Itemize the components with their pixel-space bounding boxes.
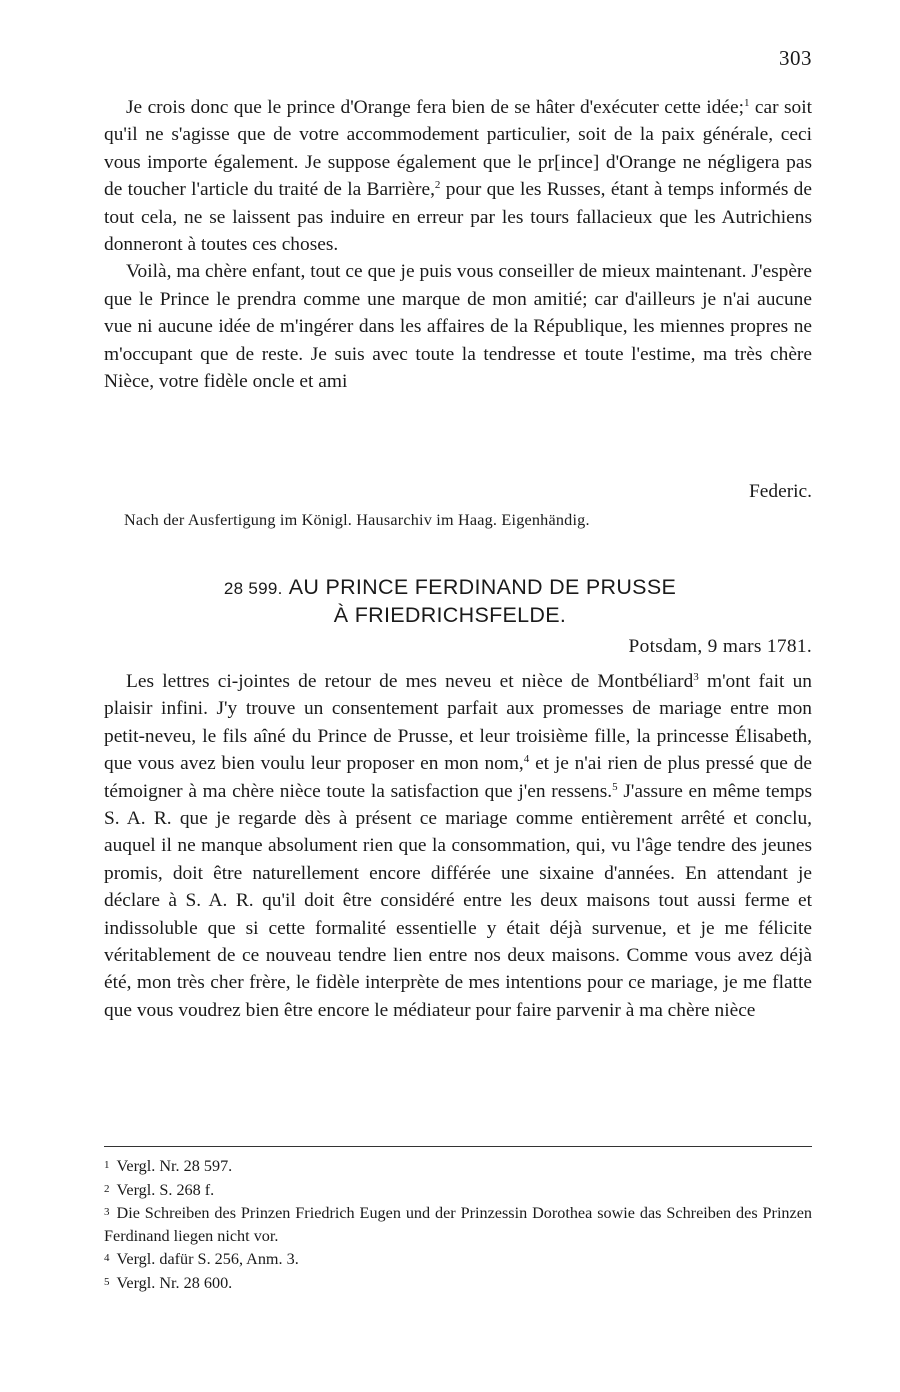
footnote <box>104 1247 812 1271</box>
footnote-ref: 1 <box>743 97 750 109</box>
footnote-mark: 3 <box>104 1206 110 1218</box>
footnote-ref: 3 <box>693 671 699 683</box>
footnote-ref: 2 <box>434 179 441 192</box>
text-run: Les lettres ci-jointes de retour de mes neveu et nièce de Montbéliard <box>126 671 694 692</box>
source-note: Nach der Ausfertigung im Königl. Hausarchiv im Haag. Eigenhändig. <box>124 511 590 529</box>
footnote <box>104 1154 812 1178</box>
letter-1-body <box>104 94 812 395</box>
paragraph <box>104 668 812 1024</box>
paragraph <box>104 258 812 395</box>
letter-heading <box>0 574 900 629</box>
footnotes <box>104 1154 812 1294</box>
footnote-mark: 4 <box>104 1252 110 1264</box>
dateline: Potsdam, 9 mars 1781. <box>628 636 812 657</box>
footnote-mark: 5 <box>104 1275 110 1288</box>
heading-line-1 <box>0 574 900 602</box>
text-run: m'ont fait un plaisir infini. J'y trouve un consentement parfait aux promesses de mariage entre mon petit-neveu, le fils aîné du Prince de Prusse, et leur troisième fille, la princesse Élisabeth, que vous avez bien voulu leur proposer en mon nom, <box>104 671 812 775</box>
text-run: et je n'ai rien de plus pressé que de témoigner à ma chère nièce toute la satisfaction que j'en ressens. <box>104 753 812 802</box>
signature: Federic. <box>749 481 812 502</box>
footnote-mark: 1 <box>104 1159 110 1171</box>
text-run: Voilà, ma chère enfant, tout ce que je puis vous conseiller de mieux maintenant. J'espère que le Prince le prendra comme une marque de mon amitié; car d'ailleurs je n'ai aucune vue ni aucune idée de m'ingérer dans les affaires de la République, les miennes propres ne m'occupant que de reste. Je suis avec toute la tendresse et toute l'estime, ma très chère Nièce, votre fidèle oncle et ami <box>104 261 812 393</box>
text-run: J'assure en même temps S. A. R. que je regarde dès à présent ce mariage comme entièrement arrêté et conclu, auquel il ne manque absolument rien que la consommation, qui, vu l'âge tendre des jeunes promis, doit être naturellement encore différée une sixaine d'années. En attendant je déclare à S. A. R. qu'il doit être considéré entre les deux maisons tout aussi ferme et indissoluble que si cette formalité essentielle y était déjà survenue, et je me félicite véritablement de ce nouveau tendre lien entre nos deux maisons. Comme vous avez déjà été, mon très cher frère, le fidèle interprète de mes intentions pour ce mariage, je me flatte que vous voudrez bien être encore le médiateur pour faire parvenir à ma chère nièce <box>104 780 812 1021</box>
text-run: car soit qu'il ne s'agisse que de votre accommodement particulier, soit de la paix générale, ceci vous importe également. Je suppose également que le pr[ince] d'Orange ne négligera pas de toucher l'article du traité de la Barrière, <box>104 97 812 201</box>
footnote-text: Vergl. S. 268 f. <box>116 1180 215 1199</box>
footnote-ref: 5 <box>612 780 618 793</box>
footnote <box>104 1201 812 1247</box>
heading-text-1: AU PRINCE FERDINAND DE PRUSSE <box>288 575 677 599</box>
footnote <box>104 1271 812 1295</box>
footnote-text: Vergl. dafür S. 256, Anm. 3. <box>116 1250 299 1268</box>
letter-number: 28 599. <box>223 579 283 598</box>
footnote-text: Vergl. Nr. 28 597. <box>116 1157 233 1175</box>
paragraph <box>104 94 812 258</box>
letter-2-body <box>104 668 812 1024</box>
footnote-rule <box>104 1146 812 1147</box>
footnote-text: Die Schreiben des Prinzen Friedrich Eugen und der Prinzessin Dorothea sowie das Schreiben des Prinzen Ferdinand liegen nicht vor. <box>104 1204 812 1245</box>
text-run: pour que les Russes, étant à temps informés de tout cela, ne se laissent pas induire en erreur par les tours fallacieux que les Autrichiens donneront à toutes ces choses. <box>104 179 812 256</box>
footnote <box>104 1178 812 1202</box>
text-run: Je crois donc que le prince d'Orange fera bien de se hâter d'exécuter cette idée; <box>126 97 744 118</box>
footnote-ref: 4 <box>523 753 530 766</box>
footnote-mark: 2 <box>104 1182 110 1195</box>
heading-line-2: À FRIEDRICHSFELDE. <box>333 603 567 627</box>
page-number: 303 <box>779 46 812 70</box>
footnote-text: Vergl. Nr. 28 600. <box>116 1273 233 1292</box>
